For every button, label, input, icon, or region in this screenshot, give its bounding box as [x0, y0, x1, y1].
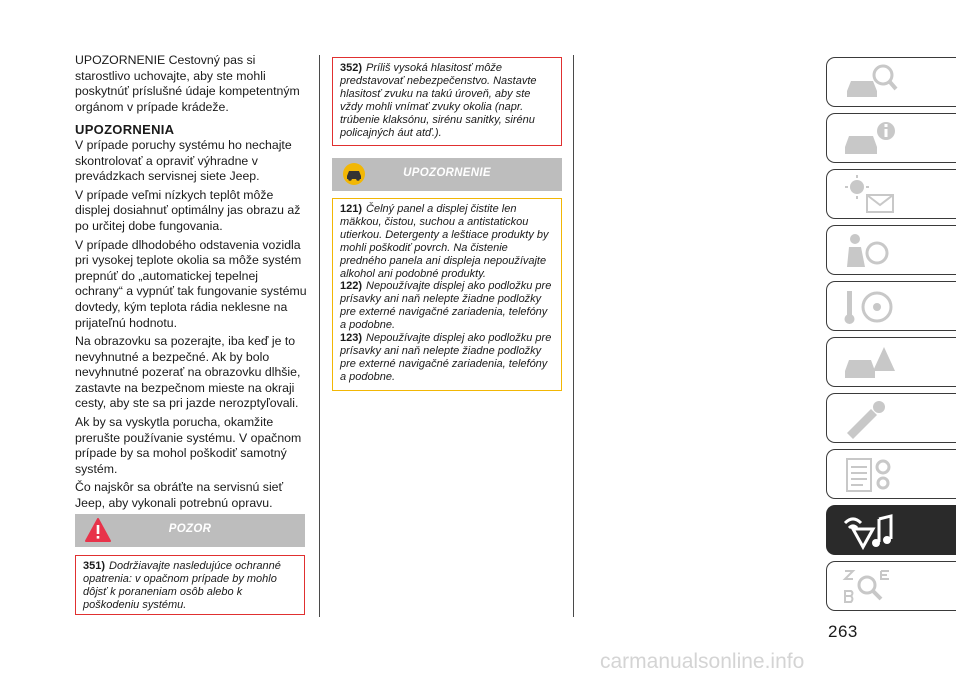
tab-multimedia[interactable] — [826, 505, 956, 555]
upozornenie-notes-box — [332, 198, 562, 391]
multimedia-icon — [839, 509, 899, 553]
note-text: Nepoužívajte displej ako podložku pre prísavky ani naň nelepte žiadne podložky pre externé navigačné zariadenia, telefóny a podobne. — [340, 332, 552, 383]
note-352-box — [332, 57, 562, 146]
document-gear-icon — [839, 453, 899, 497]
section-heading: UPOZORNENIA — [75, 122, 175, 138]
upozornenie-banner — [332, 158, 562, 191]
index-alphabet-icon — [839, 565, 899, 609]
pozor-banner — [75, 514, 305, 547]
maintenance-icon — [839, 397, 899, 441]
note-text: Dodržiavajte nasledujúce ochranné opatrenia: v opačnom prípade by mohlo dôjsť k poraneniam osôb alebo k poškodeniu systému. — [83, 560, 281, 611]
paragraph: V prípade veľmi nízkych teplôt môže displej dosiahnuť optimálny jas obrazu až po určitej dobe fungovania. — [75, 187, 301, 233]
car-info-icon — [839, 117, 899, 161]
pozor-title: POZOR — [168, 523, 212, 535]
paragraph: Ak by sa vyskytla porucha, okamžite prerušte používanie systému. V opačnom prípade by sa mohol poškodiť samotný systém. — [75, 415, 302, 476]
watermark: carmanualsonline.info — [600, 650, 805, 673]
paragraph: Na obrazovku sa pozerajte, iba keď je to nevyhnutné a bezpečné. Ak by bolo nevyhnutné pozerať na obrazovku dlhšie, zastavte na bezpečnom mieste na okraji cesty, aby ste sa pri jazde nerozptyľovali. — [75, 334, 301, 411]
page-number: 263 — [828, 622, 858, 641]
warning-lights-icon — [839, 173, 899, 217]
note-121 — [340, 203, 554, 280]
column-divider — [319, 55, 320, 617]
note-number: 122) — [340, 280, 363, 293]
note-number: 123) — [340, 332, 363, 345]
driving-steering-icon — [839, 285, 899, 329]
note-number: 121) — [340, 203, 363, 215]
note-text: Príliš vysoká hlasitosť môže predstavovať nebezpečenstvo. Nastavte hlasitosť zvuku na takú úroveň, aby ste vždy mohli vnímať zvuky okolia (napr. trúbenie klaksónu, sirénu sanitky, sirénu policajných áut atď.). — [340, 62, 537, 139]
note-122 — [340, 280, 554, 332]
upozornenie-title: UPOZORNENIE — [403, 167, 491, 179]
tab-maintenance[interactable] — [826, 393, 956, 443]
note-351-box — [75, 555, 305, 615]
tab-safety[interactable] — [826, 225, 956, 275]
paragraph: Čo najskôr sa obráťte na servisnú sieť Jeep, aby vykonali potrebnú opravu. — [75, 480, 284, 511]
car-search-icon — [839, 61, 899, 105]
tab-emergency[interactable] — [826, 337, 956, 387]
tab-technical-data[interactable] — [826, 449, 956, 499]
paragraph: V prípade dlhodobého odstavenia vozidla pri vysokej teplote okolia sa môže systém prepnúť do „automatickej tepelnej ochrany“ a vypnúť tak fungovanie systému dovtedy, kým teplota rádia neklesne na prijateľnú hodnotu. — [75, 237, 307, 330]
note-text: Čelný panel a displej čistite len mäkkou, čistou, suchou a antistatickou utierkou. Detergenty a leštiace produkty by mohli poškodiť povrch. Na čistenie predného panela ani displeja nepoužívajte alkohol ani podobné produkty. — [340, 203, 549, 280]
paragraph: V prípade poruchy systému ho nechajte skontrolovať a opraviť výhradne v prevádzkach servisnej siete Jeep. — [75, 137, 292, 184]
emergency-car-icon — [839, 341, 899, 385]
note-number: 351) — [83, 560, 106, 572]
note-number: 352) — [340, 62, 363, 74]
passport-note: UPOZORNENIE Cestovný pas si starostlivo uchovajte, aby ste mohli poskytnúť príslušné údaje kompetentným orgánom v prípade krádeže. — [75, 53, 300, 114]
safety-airbag-icon — [839, 229, 899, 273]
tab-car-info[interactable] — [826, 113, 956, 163]
tab-warning-lights[interactable] — [826, 169, 956, 219]
column-divider — [573, 55, 574, 617]
tab-index[interactable] — [826, 561, 956, 611]
tab-car-search[interactable] — [826, 57, 956, 107]
note-123 — [340, 332, 554, 384]
left-column — [75, 53, 307, 515]
note-text: Nepoužívajte displej ako podložku pre prísavky ani naň nelepte žiadne podložky pre externé navigačné zariadenia, telefóny a podobne. — [340, 280, 552, 332]
tab-driving[interactable] — [826, 281, 956, 331]
